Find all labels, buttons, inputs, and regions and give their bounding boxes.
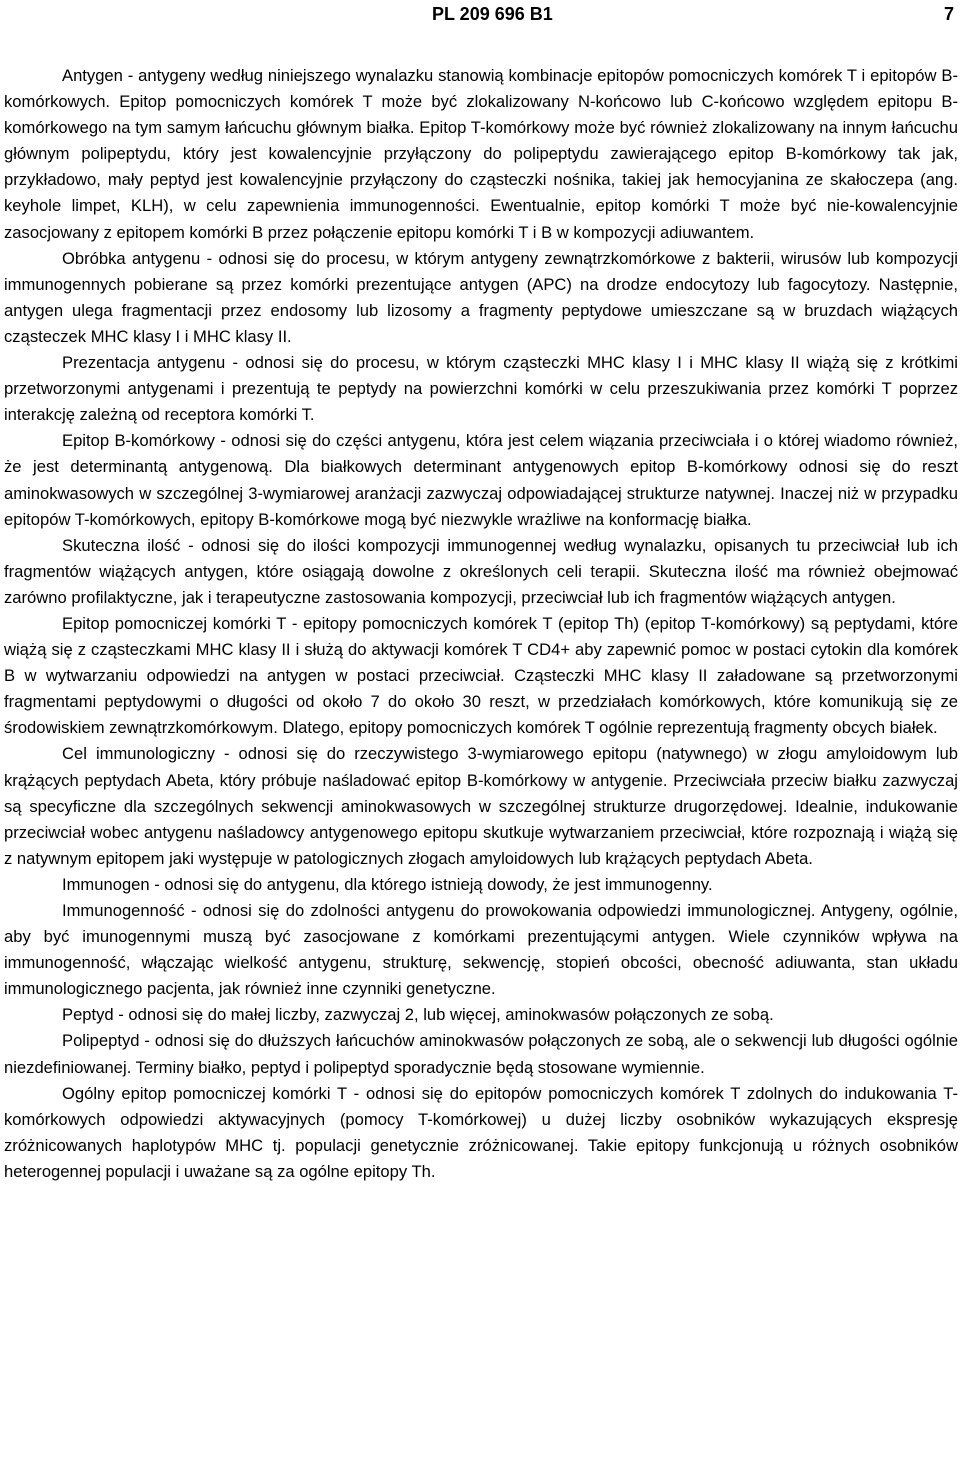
page-header	[0, 4, 960, 30]
paragraph-antigen-presentation: Prezentacja antygenu - odnosi się do procesu, w którym cząsteczki MHC klasy I i MHC klasy II wiążą się z krótkimi przetworzonymi antygenami i prezentują te peptydy na powierzchni komórki w celu przeszukiwania przez komórki T poprzez interakcję zależną od receptora komórki T.	[4, 353, 958, 425]
paragraph-polypeptide: Polipeptyd - odnosi się do dłuższych łańcuchów aminokwasów połączonych ze sobą, ale o sekwencji lub długości ogólnie niezdefiniowanej. Terminy białko, peptyd i polipeptyd sporadycznie będą stosowane wymiennie.	[4, 1031, 958, 1077]
paragraph-immunogen: Immunogen - odnosi się do antygenu, dla którego istnieją dowody, że jest immunogenny.	[62, 874, 713, 894]
patent-number: PL 209 696 B1	[432, 4, 553, 24]
document-body	[4, 63, 958, 1185]
page-number: 7	[943, 4, 954, 24]
paragraph-immunological-target: Cel immunologiczny - odnosi się do rzeczywistego 3-wymiarowego epitopu (natywnego) w złogu amyloidowym lub krążących peptydach Abeta, który próbuje naśladować epitop B-komórkowy w antygenie. Przeciwciała przeciw białku zazwyczaj są specyficzne dla szczególnych sekwencji aminokwasowych w szczególnej strukturze drugorzędowej. Idealnie, indukowanie przeciwciał wobec antygenu naśladowcy antygenowego epitopu skutkuje wytwarzaniem przeciwciał, które rozpoznają i wiążą się z natywnym epitopem jaki występuje w patologicznych złogach amyloidowych lub krążących peptydach Abeta.	[4, 744, 958, 868]
paragraph-immunogenicity: Immunogenność - odnosi się do zdolności antygenu do prowokowania odpowiedzi immunologicznej. Antygeny, ogólnie, aby być imunogennymi muszą być zasocjowane z komórkami prezentującymi antygen. Wiele czynników wpływa na immunogenność, włączając wielkość antygenu, strukturę, sekwencję, stopień obcości, obecność adiuwanta, stan układu immunologicznego pacjenta, jak również inne czynniki genetyczne.	[4, 901, 958, 999]
paragraph-general-t-helper-epitope: Ogólny epitop pomocniczej komórki T - odnosi się do epitopów pomocniczych komórek T zdolnych do indukowania T-komórkowych odpowiedzi aktywacyjnych (pomocy T-komórkowej) u dużej liczby osobników wykazujących ekspresję zróżnicowanych haplotypów MHC tj. populacji genetycznie zróżnicowanej. Takie epitopy funkcjonują u różnych osobników heterogennej populacji i uważane są za ogólne epitopy Th.	[4, 1083, 958, 1181]
paragraph-t-helper-epitope: Epitop pomocniczej komórki T - epitopy pomocniczych komórek T (epitop Th) (epitop T-komórkowy) są peptydami, które wiążą się z cząsteczkami MHC klasy II i służą do aktywacji komórek T CD4+ aby zapewnić pomoc w postaci cytokin dla komórek B w wytwarzaniu odpowiedzi na antygen w postaci przeciwciał. Cząsteczki MHC klasy II załadowane są przetworzonymi fragmentami peptydowymi o długości od około 7 do około 30 reszt, w przedziałach komórkowych, które komunikują się ze środowiskiem zewnątrzkomórkowym. Dlatego, epitopy pomocniczych komórek T ogólnie reprezentują fragmenty obcych białek.	[4, 613, 958, 738]
paragraph-peptide: Peptyd - odnosi się do małej liczby, zazwyczaj 2, lub więcej, aminokwasów połączonych ze sobą.	[62, 1005, 774, 1025]
paragraph-antigen-processing: Obróbka antygenu - odnosi się do procesu, w którym antygeny zewnątrzkomórkowe z bakterii, wirusów lub kompozycji immunogennych pobierane są przez komórki prezentujące antygen (APC) na drodze endocytozy lub fagocytozy. Następnie, antygen ulega fragmentacji przez endosomy lub lizosomy a fragmenty peptydowe umieszczane są w bruzdach wiążących cząsteczek MHC klasy I i MHC klasy II.	[4, 248, 958, 346]
paragraph-b-cell-epitope: Epitop B-komórkowy - odnosi się do części antygenu, która jest celem wiązania przeciwciała i o której wiadomo również, że jest determinantą antygenową. Dla białkowych determinant antygenowych epitop B-komórkowy odnosi się do reszt aminokwasowych w szczególnej 3-wymiarowej aranżacji zazwyczaj odpowiadającej strukturze natywnej. Inaczej niż w przypadku epitopów T-komórkowych, epitopy B-komórkowe mogą być niezwykle wrażliwe na konformację białka.	[4, 431, 958, 529]
paragraph-antigen: Antygen - antygeny według niniejszego wynalazku stanowią kombinacje epitopów pomocniczych komórek T i epitopów B-komórkowych. Epitop pomocniczych komórek T może być zlokalizowany N-końcowo lub C-końcowo względem epitopu B-komórkowego na tym samym łańcuchu głównym białka. Epitop T-komórkowy może być również zlokalizowany na innym łańcuchu głównym polipeptydu, który jest kowalencyjnie przyłączony do polipeptydu zawierającego epitop B-komórkowy tak jak, przykładowo, mały peptyd jest kowalencyjnie przyłączony do cząsteczki nośnika, takiej jak hemocyjanina ze skałoczepa (ang. keyhole limpet, KLH), w celu zapewnienia immunogenności. Ewentualnie, epitop komórki T może być nie-kowalencyjnie zasocjowany z epitopem komórki B przez połączenie epitopu komórki T i B w kompozycji adiuwantem.	[4, 66, 958, 242]
paragraph-effective-amount: Skuteczna ilość - odnosi się do ilości kompozycji immunogennej według wynalazku, opisanych tu przeciwciał lub ich fragmentów wiążących antygen, które osiągają dowolne z określonych celi terapii. Skuteczna ilość ma również obejmować zarówno profilaktyczne, jak i terapeutyczne zastosowania kompozycji, przeciwciał lub ich fragmentów wiążących antygen.	[4, 535, 958, 607]
